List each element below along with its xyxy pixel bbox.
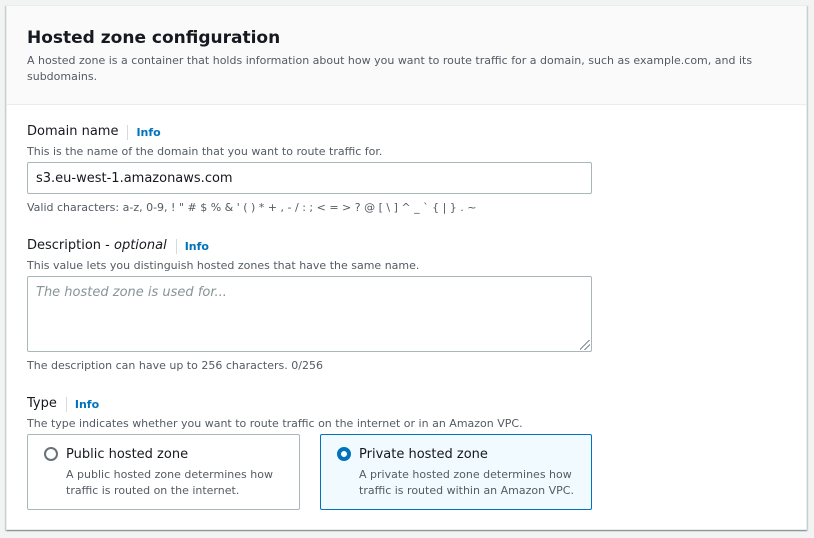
domain-name-input[interactable] — [27, 162, 592, 194]
optional-label: optional — [114, 238, 167, 253]
private-hosted-zone-title: Private hosted zone — [359, 447, 488, 462]
domain-name-description: This is the name of the domain that you want to route traffic for. — [27, 145, 383, 158]
description-constraint: The description can have up to 256 characters. 0/256 — [27, 359, 323, 372]
resize-handle-icon[interactable] — [580, 340, 590, 350]
description-textarea[interactable] — [27, 276, 592, 352]
domain-name-constraint: Valid characters: a-z, 0-9, ! " # $ % & ' ( ) * + , - / : ; < = > ? @ [ \ ] ^ _ ` { | } . ~ — [27, 201, 477, 214]
type-label: Type — [27, 396, 57, 411]
hosted-zone-config-panel — [6, 5, 807, 530]
domain-name-label-row — [27, 123, 161, 141]
description-help-text: This value lets you distinguish hosted zones that have the same name. — [27, 259, 420, 272]
type-info-link[interactable]: Info — [74, 397, 100, 411]
public-hosted-zone-description: A public hosted zone determines how traffic is routed on the internet. — [66, 468, 273, 497]
divider — [66, 397, 67, 412]
type-label-row — [27, 395, 99, 413]
domain-name-info-link[interactable]: Info — [136, 125, 161, 139]
private-hosted-zone-description: A private hosted zone determines how traffic is routed within an Amazon VPC. — [359, 468, 574, 497]
panel-description: A hosted zone is a container that holds information about how you want to route traffic for a domain, such as example.com, and its subdomains. — [27, 54, 753, 83]
private-hosted-zone-tile[interactable] — [320, 434, 592, 510]
divider — [127, 125, 128, 140]
description-info-link[interactable]: Info — [184, 239, 209, 253]
domain-name-value: s3.eu-west-1.amazonaws.com — [36, 170, 233, 186]
panel-title: Hosted zone configuration — [27, 28, 281, 48]
description-placeholder: The hosted zone is used for... — [36, 285, 227, 300]
domain-name-label: Domain name — [27, 124, 119, 139]
divider — [176, 239, 177, 254]
type-description: The type indicates whether you want to route traffic on the internet or in an Amazon VPC. — [27, 417, 523, 430]
public-hosted-zone-radio[interactable] — [44, 447, 58, 461]
description-label-text: Description - — [27, 238, 114, 253]
private-hosted-zone-radio[interactable] — [337, 447, 351, 461]
description-label-row — [27, 237, 209, 255]
description-label — [27, 237, 167, 255]
public-hosted-zone-tile[interactable] — [27, 434, 300, 510]
public-hosted-zone-title: Public hosted zone — [66, 447, 189, 462]
panel-header — [7, 6, 806, 105]
